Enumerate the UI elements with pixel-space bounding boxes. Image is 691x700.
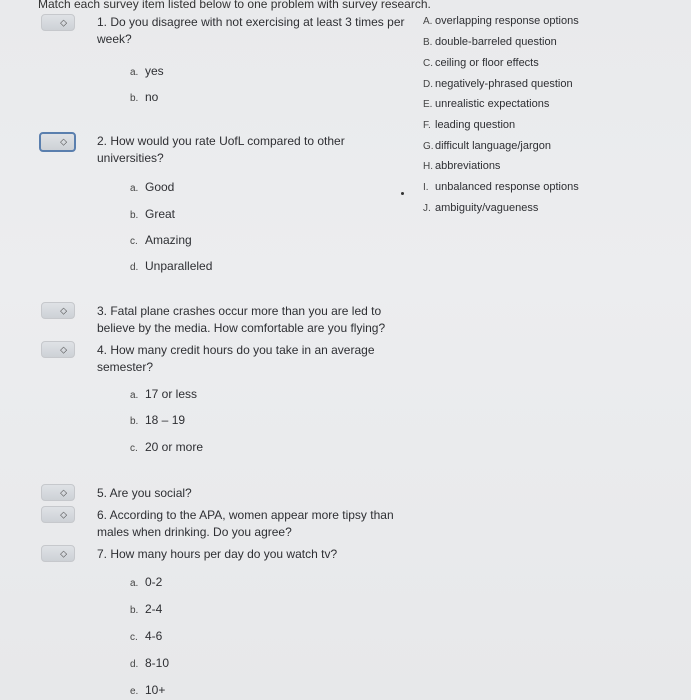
select-arrow-icon: ◇ (60, 17, 67, 27)
match-select-q1[interactable] (41, 14, 75, 31)
answer-item: A. overlapping response options (423, 15, 579, 27)
select-arrow-icon: ◇ (60, 136, 67, 147)
option-item: d. Unparalleled (130, 259, 213, 273)
answer-item: D. negatively-phrased question (423, 78, 573, 90)
question-6: 6. According to the APA, women appear more tipsy than males when drinking. Do you agree? (97, 508, 394, 539)
match-select-q4[interactable] (41, 341, 75, 358)
instructions: Match each survey item listed below to one problem with survey research. (38, 0, 431, 11)
option-item: b. 2-4 (130, 602, 163, 616)
option-item: e. 10+ (130, 683, 166, 697)
match-select-q2[interactable] (39, 132, 76, 152)
select-arrow-icon: ◇ (60, 487, 67, 497)
match-select-q5[interactable] (41, 484, 75, 501)
cursor-dot (401, 192, 404, 195)
answer-item: J. ambiguity/vagueness (423, 202, 539, 214)
question-5: 5. Are you social? (97, 486, 192, 500)
match-select-q6[interactable] (41, 506, 75, 523)
option-item: a. yes (130, 64, 164, 78)
question-3: 3. Fatal plane crashes occur more than you are led to believe by the media. How comfortable are you flying? (97, 304, 386, 335)
answer-item: G.difficult language/jargon (423, 140, 551, 152)
option-item: b. no (130, 90, 159, 104)
option-item: b. Great (130, 207, 176, 221)
answer-item: I. unbalanced response options (423, 181, 579, 193)
question-4: 4. How many credit hours do you take in an average semester? (97, 343, 375, 374)
question-1: 1. Do you disagree with not exercising at least 3 times per week? (97, 15, 405, 46)
question-7: 7. How many hours per day do you watch tv? (97, 547, 338, 561)
option-item: b. 18 – 19 (130, 413, 186, 427)
option-item: a. 0-2 (130, 575, 163, 589)
option-item: c. Amazing (130, 233, 192, 247)
select-arrow-icon: ◇ (60, 548, 67, 558)
option-item: c. 4-6 (130, 629, 163, 643)
select-arrow-icon: ◇ (60, 509, 67, 519)
option-item: a. 17 or less (130, 387, 198, 401)
option-item: c. 20 or more (130, 440, 204, 454)
answer-item: H. abbreviations (423, 160, 501, 172)
answer-item: C. ceiling or floor effects (423, 57, 539, 69)
match-select-q3[interactable] (41, 302, 75, 319)
answer-item: B. double-barreled question (423, 36, 557, 48)
match-select-q7[interactable] (41, 545, 75, 562)
select-arrow-icon: ◇ (60, 344, 67, 354)
answer-item: E. unrealistic expectations (423, 98, 550, 110)
select-arrow-icon: ◇ (60, 305, 67, 315)
question-2: 2. How would you rate UofL compared to other universities? (97, 134, 345, 165)
answer-item: F. leading question (423, 119, 516, 131)
option-item: d. 8-10 (130, 656, 170, 670)
option-item: a. Good (130, 180, 175, 194)
